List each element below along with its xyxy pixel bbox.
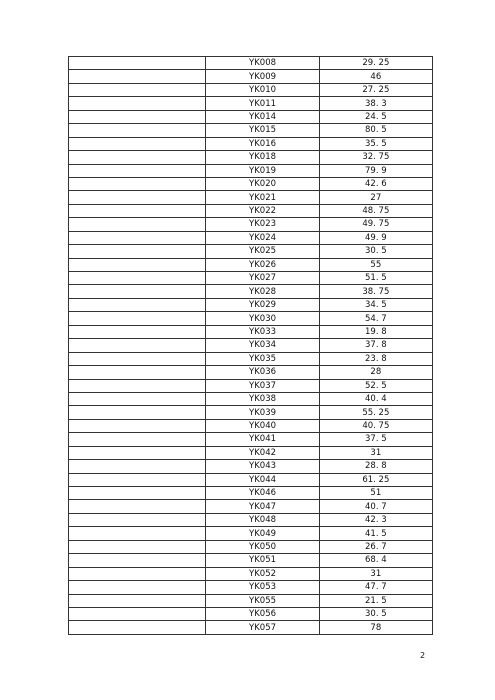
table-row: [69, 285, 433, 298]
score-cell: 55: [319, 258, 432, 271]
score-cell: 28. 8: [319, 460, 432, 473]
page-number: 2: [420, 651, 426, 660]
table-row: [69, 298, 433, 311]
score-table: [68, 56, 433, 635]
candidate-id-cell: YK041: [206, 433, 319, 446]
blank-cell: [69, 191, 206, 204]
blank-cell: [69, 352, 206, 365]
blank-cell: [69, 218, 206, 231]
candidate-id-cell: YK055: [206, 594, 319, 607]
score-cell: 55. 25: [319, 406, 432, 419]
blank-cell: [69, 285, 206, 298]
table-row: [69, 258, 433, 271]
score-cell: 32. 75: [319, 151, 432, 164]
score-cell: 80. 5: [319, 124, 432, 137]
candidate-id-cell: YK028: [206, 285, 319, 298]
table-row: [69, 204, 433, 217]
blank-cell: [69, 621, 206, 634]
blank-cell: [69, 433, 206, 446]
blank-cell: [69, 298, 206, 311]
candidate-id-cell: YK026: [206, 258, 319, 271]
table-row: [69, 500, 433, 513]
score-cell: 30. 5: [319, 245, 432, 258]
candidate-id-cell: YK042: [206, 446, 319, 459]
table-row: [69, 164, 433, 177]
candidate-id-cell: YK048: [206, 513, 319, 526]
candidate-id-cell: YK035: [206, 352, 319, 365]
score-cell: 68. 4: [319, 554, 432, 567]
blank-cell: [69, 406, 206, 419]
score-cell: 27. 25: [319, 83, 432, 96]
score-cell: 48. 75: [319, 204, 432, 217]
score-cell: 26. 7: [319, 540, 432, 553]
candidate-id-cell: YK025: [206, 245, 319, 258]
table-row: [69, 352, 433, 365]
table-row: [69, 312, 433, 325]
score-cell: 21. 5: [319, 594, 432, 607]
blank-cell: [69, 124, 206, 137]
candidate-id-cell: YK037: [206, 379, 319, 392]
candidate-id-cell: YK050: [206, 540, 319, 553]
table-row: [69, 513, 433, 526]
table-row: [69, 419, 433, 432]
score-cell: 49. 75: [319, 218, 432, 231]
blank-cell: [69, 312, 206, 325]
score-cell: 51. 5: [319, 272, 432, 285]
candidate-id-cell: YK015: [206, 124, 319, 137]
score-cell: 40. 7: [319, 500, 432, 513]
score-cell: 61. 25: [319, 473, 432, 486]
score-cell: 28: [319, 366, 432, 379]
candidate-id-cell: YK036: [206, 366, 319, 379]
score-cell: 31: [319, 446, 432, 459]
blank-cell: [69, 567, 206, 580]
table-row: [69, 406, 433, 419]
table-row: [69, 594, 433, 607]
score-cell: 35. 5: [319, 137, 432, 150]
table-row: [69, 487, 433, 500]
score-cell: 52. 5: [319, 379, 432, 392]
candidate-id-cell: YK014: [206, 110, 319, 123]
blank-cell: [69, 366, 206, 379]
blank-cell: [69, 581, 206, 594]
table-row: [69, 70, 433, 83]
blank-cell: [69, 258, 206, 271]
candidate-id-cell: YK030: [206, 312, 319, 325]
score-cell: 30. 5: [319, 607, 432, 620]
blank-cell: [69, 57, 206, 70]
table-row: [69, 527, 433, 540]
score-cell: 40. 75: [319, 419, 432, 432]
table-row: [69, 97, 433, 110]
score-table-body: [69, 57, 433, 635]
candidate-id-cell: YK033: [206, 325, 319, 338]
score-cell: 29. 25: [319, 57, 432, 70]
table-row: [69, 366, 433, 379]
table-row: [69, 567, 433, 580]
candidate-id-cell: YK044: [206, 473, 319, 486]
blank-cell: [69, 272, 206, 285]
candidate-id-cell: YK039: [206, 406, 319, 419]
candidate-id-cell: YK038: [206, 392, 319, 405]
table-row: [69, 137, 433, 150]
candidate-id-cell: YK046: [206, 487, 319, 500]
table-row: [69, 581, 433, 594]
table-row: [69, 57, 433, 70]
blank-cell: [69, 70, 206, 83]
blank-cell: [69, 245, 206, 258]
table-row: [69, 621, 433, 634]
blank-cell: [69, 379, 206, 392]
blank-cell: [69, 151, 206, 164]
score-cell: 42. 6: [319, 177, 432, 190]
score-cell: 31: [319, 567, 432, 580]
blank-cell: [69, 527, 206, 540]
candidate-id-cell: YK049: [206, 527, 319, 540]
score-cell: 42. 3: [319, 513, 432, 526]
blank-cell: [69, 554, 206, 567]
table-row: [69, 392, 433, 405]
candidate-id-cell: YK043: [206, 460, 319, 473]
blank-cell: [69, 83, 206, 96]
candidate-id-cell: YK020: [206, 177, 319, 190]
table-row: [69, 231, 433, 244]
blank-cell: [69, 540, 206, 553]
candidate-id-cell: YK009: [206, 70, 319, 83]
table-row: [69, 473, 433, 486]
score-cell: 78: [319, 621, 432, 634]
blank-cell: [69, 177, 206, 190]
table-row: [69, 554, 433, 567]
table-row: [69, 177, 433, 190]
score-cell: 40. 4: [319, 392, 432, 405]
score-cell: 34. 5: [319, 298, 432, 311]
blank-cell: [69, 231, 206, 244]
candidate-id-cell: YK010: [206, 83, 319, 96]
candidate-id-cell: YK016: [206, 137, 319, 150]
table-row: [69, 446, 433, 459]
score-cell: 37. 5: [319, 433, 432, 446]
blank-cell: [69, 164, 206, 177]
table-row: [69, 339, 433, 352]
blank-cell: [69, 97, 206, 110]
candidate-id-cell: YK051: [206, 554, 319, 567]
table-row: [69, 83, 433, 96]
blank-cell: [69, 339, 206, 352]
table-row: [69, 245, 433, 258]
candidate-id-cell: YK056: [206, 607, 319, 620]
blank-cell: [69, 204, 206, 217]
table-row: [69, 191, 433, 204]
candidate-id-cell: YK023: [206, 218, 319, 231]
score-cell: 23. 8: [319, 352, 432, 365]
blank-cell: [69, 513, 206, 526]
blank-cell: [69, 607, 206, 620]
score-cell: 46: [319, 70, 432, 83]
candidate-id-cell: YK024: [206, 231, 319, 244]
blank-cell: [69, 325, 206, 338]
score-cell: 19. 8: [319, 325, 432, 338]
table-row: [69, 151, 433, 164]
blank-cell: [69, 473, 206, 486]
table-row: [69, 540, 433, 553]
table-row: [69, 124, 433, 137]
blank-cell: [69, 446, 206, 459]
score-cell: 49. 9: [319, 231, 432, 244]
blank-cell: [69, 460, 206, 473]
table-row: [69, 218, 433, 231]
table-row: [69, 607, 433, 620]
candidate-id-cell: YK047: [206, 500, 319, 513]
candidate-id-cell: YK022: [206, 204, 319, 217]
score-cell: 24. 5: [319, 110, 432, 123]
candidate-id-cell: YK018: [206, 151, 319, 164]
candidate-id-cell: YK027: [206, 272, 319, 285]
candidate-id-cell: YK019: [206, 164, 319, 177]
score-cell: 79. 9: [319, 164, 432, 177]
score-cell: 37. 8: [319, 339, 432, 352]
candidate-id-cell: YK011: [206, 97, 319, 110]
candidate-id-cell: YK053: [206, 581, 319, 594]
score-cell: 41. 5: [319, 527, 432, 540]
table-row: [69, 460, 433, 473]
score-cell: 27: [319, 191, 432, 204]
score-cell: 54. 7: [319, 312, 432, 325]
blank-cell: [69, 392, 206, 405]
blank-cell: [69, 594, 206, 607]
candidate-id-cell: YK057: [206, 621, 319, 634]
score-cell: 47. 7: [319, 581, 432, 594]
table-row: [69, 110, 433, 123]
candidate-id-cell: YK052: [206, 567, 319, 580]
score-cell: 51: [319, 487, 432, 500]
candidate-id-cell: YK034: [206, 339, 319, 352]
candidate-id-cell: YK008: [206, 57, 319, 70]
blank-cell: [69, 500, 206, 513]
candidate-id-cell: YK040: [206, 419, 319, 432]
table-row: [69, 433, 433, 446]
table-row: [69, 379, 433, 392]
candidate-id-cell: YK029: [206, 298, 319, 311]
score-cell: 38. 3: [319, 97, 432, 110]
blank-cell: [69, 137, 206, 150]
blank-cell: [69, 110, 206, 123]
table-row: [69, 325, 433, 338]
blank-cell: [69, 487, 206, 500]
blank-cell: [69, 419, 206, 432]
score-cell: 38. 75: [319, 285, 432, 298]
table-row: [69, 272, 433, 285]
candidate-id-cell: YK021: [206, 191, 319, 204]
